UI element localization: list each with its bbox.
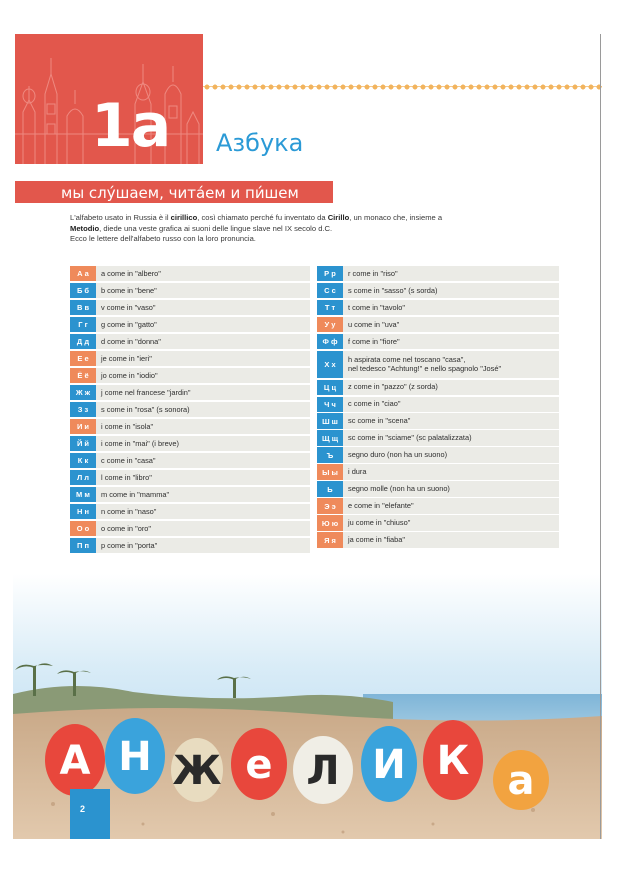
alphabet-row	[70, 300, 310, 315]
pronunciation-text: m come in "mamma"	[101, 489, 170, 499]
pronunciation-text: s come in "rosa" (s sonora)	[101, 404, 190, 414]
alphabet-row	[70, 368, 310, 383]
letter-badge: У у	[317, 317, 343, 332]
pronunciation-text: b come in "bene"	[101, 285, 157, 295]
letter-badge: Ы ы	[317, 464, 343, 479]
pronunciation-text: d come in "donna"	[101, 336, 161, 346]
stone-letter: Л	[306, 748, 340, 794]
intro-term-cirillico: cirillico	[170, 213, 198, 222]
pronunciation-text: c come in "ciao"	[348, 399, 401, 409]
alphabet-row	[317, 498, 559, 513]
letter-badge: Ц ц	[317, 380, 343, 395]
letter-badge: Ж ж	[70, 385, 96, 400]
alphabet-row	[317, 351, 559, 378]
alphabet-row	[317, 266, 559, 281]
letter-badge: Ш ш	[317, 413, 343, 428]
pronunciation-text: f come in "fiore"	[348, 336, 400, 346]
alphabet-row	[317, 317, 559, 332]
alphabet-row	[70, 453, 310, 468]
letter-badge: Ф ф	[317, 334, 343, 349]
pronunciation-text: je come in "ieri"	[101, 353, 152, 363]
alphabet-row	[317, 481, 559, 496]
alphabet-row	[70, 402, 310, 417]
letter-badge: Е е	[70, 351, 96, 366]
intro-text	[70, 213, 602, 245]
pronunciation-text: i come in "mai" (i breve)	[101, 438, 179, 448]
alphabet-row	[317, 430, 559, 445]
pronunciation-text: segno molle (non ha un suono)	[348, 484, 450, 494]
letter-badge: М м	[70, 487, 96, 502]
pronunciation-text: t come in "tavolo"	[348, 302, 406, 312]
pronunciation-text	[343, 355, 501, 374]
letter-badge: Я я	[317, 532, 343, 547]
pronunciation-text: c come in "casa"	[101, 455, 156, 465]
letter-badge: Й й	[70, 436, 96, 451]
alphabet-column-left	[70, 266, 310, 555]
pronunciation-text: p come in "porta"	[101, 540, 158, 550]
letter-badge: И и	[70, 419, 96, 434]
letter-badge: С с	[317, 283, 343, 298]
alphabet-row	[317, 447, 559, 462]
textbook-page	[13, 34, 602, 839]
intro-term-metodio: Metodio	[70, 223, 100, 233]
alphabet-row	[70, 419, 310, 434]
page-number-badge	[70, 789, 110, 839]
alphabet-row	[317, 300, 559, 315]
page-number: 2	[80, 804, 86, 814]
stone-letter: Н	[118, 734, 152, 780]
letter-badge: К к	[70, 453, 96, 468]
alphabet-row	[70, 521, 310, 536]
unit-number: 1a	[91, 91, 170, 161]
letter-badge: Р р	[317, 266, 343, 281]
pronunciation-text: n come in "naso"	[101, 506, 157, 516]
alphabet-row	[70, 351, 310, 366]
pronunciation-text: a come in "albero"	[101, 268, 161, 278]
letter-badge: В в	[70, 300, 96, 315]
letter-badge: Г г	[70, 317, 96, 332]
alphabet-row	[317, 380, 559, 395]
letter-badge: Т т	[317, 300, 343, 315]
pronunciation-text: l come in "libro"	[101, 472, 152, 482]
alphabet-row	[317, 532, 559, 547]
letter-badge: Ю ю	[317, 515, 343, 530]
letter-badge: Д д	[70, 334, 96, 349]
pronunciation-text: segno duro (non ha un suono)	[348, 450, 448, 460]
intro-text-line: Ecco le lettere dell'alfabeto russo con la loro pronuncia.	[70, 234, 256, 243]
pronunciation-text: v come in "vaso"	[101, 302, 156, 312]
intro-text-segment: , diede una veste grafica ai suoni delle lingue slave nel IX secolo d.C.	[99, 223, 333, 233]
letter-badge: Ь	[317, 481, 343, 496]
letter-badge: Ё ё	[70, 368, 96, 383]
letter-badge: Б б	[70, 283, 96, 298]
page-edge-line	[600, 34, 601, 839]
alphabet-row	[317, 413, 559, 428]
pronunciation-text: o come in "oro"	[101, 523, 152, 533]
alphabet-row	[70, 504, 310, 519]
section-subtitle: мы слу́шаем, чита́ем и пи́шем	[61, 184, 299, 202]
decorative-lace-border	[203, 83, 602, 91]
pronunciation-text: jo come in "iodio"	[101, 370, 158, 380]
letter-badge: Щ щ	[317, 430, 343, 445]
alphabet-row	[70, 283, 310, 298]
pronunciation-text: r come in "riso"	[348, 268, 398, 278]
intro-term-cirillo: Cirillo	[327, 213, 350, 222]
stone-letter: а	[507, 758, 535, 804]
stone-letter: Ж	[172, 748, 222, 794]
intro-text-segment: L'alfabeto usato in Russia è il	[70, 213, 171, 222]
pronunciation-text: ja come in "fiaba"	[348, 535, 406, 545]
alphabet-row	[317, 464, 559, 479]
pronunciation-text: g come in "gatto"	[101, 319, 157, 329]
alphabet-row	[70, 385, 310, 400]
pronunciation-text: sc come in "scena"	[348, 416, 411, 426]
letter-badge: Н н	[70, 504, 96, 519]
alphabet-row	[317, 397, 559, 412]
pronunciation-text: j come nel francese "jardin"	[101, 387, 191, 397]
alphabet-row	[317, 515, 559, 530]
pronunciation-text: i come in "isola"	[101, 421, 154, 431]
stone-letter: е	[245, 742, 273, 788]
pronunciation-text: z come in "pazzo" (z sorda)	[348, 382, 438, 392]
intro-text-segment: , un monaco che, insieme a	[349, 213, 443, 222]
alphabet-row	[70, 266, 310, 281]
letter-badge: Ъ	[317, 447, 343, 462]
letter-badge: Ч ч	[317, 397, 343, 412]
letter-badge: П п	[70, 538, 96, 553]
alphabet-row	[70, 487, 310, 502]
stone-letter: И	[372, 742, 406, 788]
alphabet-row	[317, 334, 559, 349]
pronunciation-text: e come in "elefante"	[348, 501, 414, 511]
alphabet-column-right	[317, 266, 559, 549]
alphabet-row	[70, 470, 310, 485]
alphabet-row	[70, 334, 310, 349]
stone-letter: К	[436, 738, 470, 784]
alphabet-row	[70, 436, 310, 451]
alphabet-row	[70, 317, 310, 332]
stone-letter: А	[59, 738, 91, 784]
letter-badge: Х х	[317, 351, 343, 378]
letter-badge: З з	[70, 402, 96, 417]
alphabet-row	[70, 538, 310, 553]
pronunciation-line: nel tedesco "Achtung!" e nello spagnolo "José"	[348, 364, 502, 374]
page-title: Азбука	[216, 129, 304, 157]
pronunciation-text: i dura	[348, 467, 367, 477]
pronunciation-text: ju come in "chiuso"	[348, 518, 411, 528]
alphabet-row	[317, 283, 559, 298]
pronunciation-line: h aspirata come nel toscano "casa",	[348, 354, 466, 364]
intro-text-segment: , così chiamato perché fu inventato da	[197, 213, 328, 222]
letter-badge: Л л	[70, 470, 96, 485]
letter-badge: О о	[70, 521, 96, 536]
letter-badge: А а	[70, 266, 96, 281]
pronunciation-text: u come in "uva"	[348, 319, 400, 329]
pronunciation-text: sc come in "sciame" (sc palatalizzata)	[348, 433, 472, 443]
pronunciation-text: s come in "sasso" (s sorda)	[348, 285, 438, 295]
letter-badge: Э э	[317, 498, 343, 513]
